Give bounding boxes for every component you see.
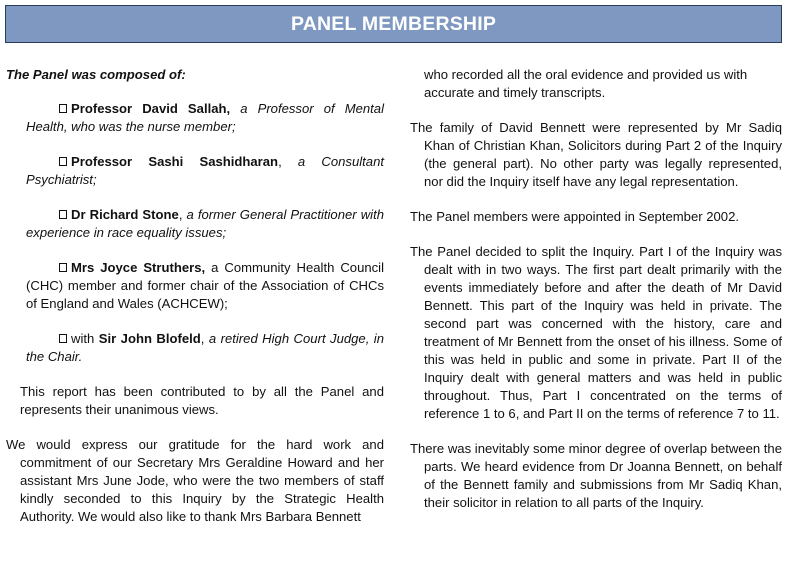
right-column — [410, 66, 782, 529]
checkbox-bullet-icon — [59, 210, 67, 219]
representation-paragraph: The family of David Bennett were represented by Mr Sadiq Khan of Christian Khan, Solicitors during Part 2 of the Inquiry (the general part). No other party was legally represented, nor did the Inquiry itself have any legal representation. — [410, 120, 782, 189]
member-name: Dr Richard Stone — [71, 207, 179, 222]
checkbox-bullet-icon — [59, 334, 67, 343]
checkbox-bullet-icon — [59, 263, 67, 272]
member-desc: a Consultant Psychiatrist; — [26, 154, 384, 187]
member-comma: , — [178, 207, 183, 222]
member-desc: a Community Health Council (CHC) member and former chair of the Association of CHCs of England and Wales (ACHCEW); — [26, 260, 385, 311]
left-column — [6, 66, 384, 543]
member-item — [6, 206, 384, 242]
inquiry-split-paragraph: The Panel decided to split the Inquiry. Part I of the Inquiry was dealt with in two ways. The first part dealt primarily with the events immediately before and after the death of Mr David Bennett. This part of the Inquiry was held in private. The second part was concerned with the history, care and treatment of Mr Bennett from the onset of his illness. Some of this was held in public and some in private. Part II of the Inquiry dealt with general matters and was held in public throughout. Thus, Part I concentrated on the terms of reference 1 to 6, and Part II on the terms of reference 7 to 11. — [410, 244, 782, 421]
member-item — [6, 100, 384, 136]
transcripts-paragraph: who recorded all the oral evidence and provided us with accurate and timely transcripts. — [424, 67, 748, 100]
overlap-paragraph: There was inevitably some minor degree of overlap between the parts. We heard evidence from Dr Joanna Bennett, on behalf of the Bennett family and submissions from Mr Sadiq Khan, their solicitor in relation to all parts of the Inquiry. — [410, 441, 782, 510]
member-item — [6, 153, 384, 189]
member-name: Professor Sashi Sashidharan — [71, 154, 279, 169]
member-desc: a Professor of Mental Health, who was the nurse member; — [26, 101, 384, 134]
member-prefix: with — [71, 331, 99, 346]
member-desc: a former General Practitioner with experience in race equality issues; — [26, 207, 384, 240]
member-name: Mrs Joyce Struthers, — [71, 260, 206, 275]
checkbox-bullet-icon — [59, 104, 67, 113]
checkbox-bullet-icon — [59, 157, 67, 166]
section-banner — [5, 5, 782, 43]
member-comma: , — [200, 331, 205, 346]
gratitude-paragraph: We would express our gratitude for the hard work and commitment of our Secretary Mrs Geraldine Howard and her assistant Mrs June Jode, who were the two members of staff kindly seconded to this Inquiry by the Strategic Health Authority. We would also like to thank Mrs Barbara Bennett — [6, 437, 384, 524]
member-comma: , — [278, 154, 282, 169]
member-item — [6, 330, 384, 366]
member-name: Professor David Sallah, — [71, 101, 231, 116]
member-desc: a retired High Court Judge, in the Chair. — [26, 331, 384, 364]
page-title: PANEL MEMBERSHIP — [290, 12, 497, 35]
member-item — [6, 259, 384, 313]
intro-text: The Panel was composed of: — [6, 67, 186, 82]
appointment-paragraph: The Panel members were appointed in September 2002. — [410, 209, 739, 224]
member-name: Sir John Blofeld — [98, 331, 201, 346]
unanimous-paragraph: This report has been contributed to by all the Panel and represents their unanimous views. — [20, 384, 384, 417]
